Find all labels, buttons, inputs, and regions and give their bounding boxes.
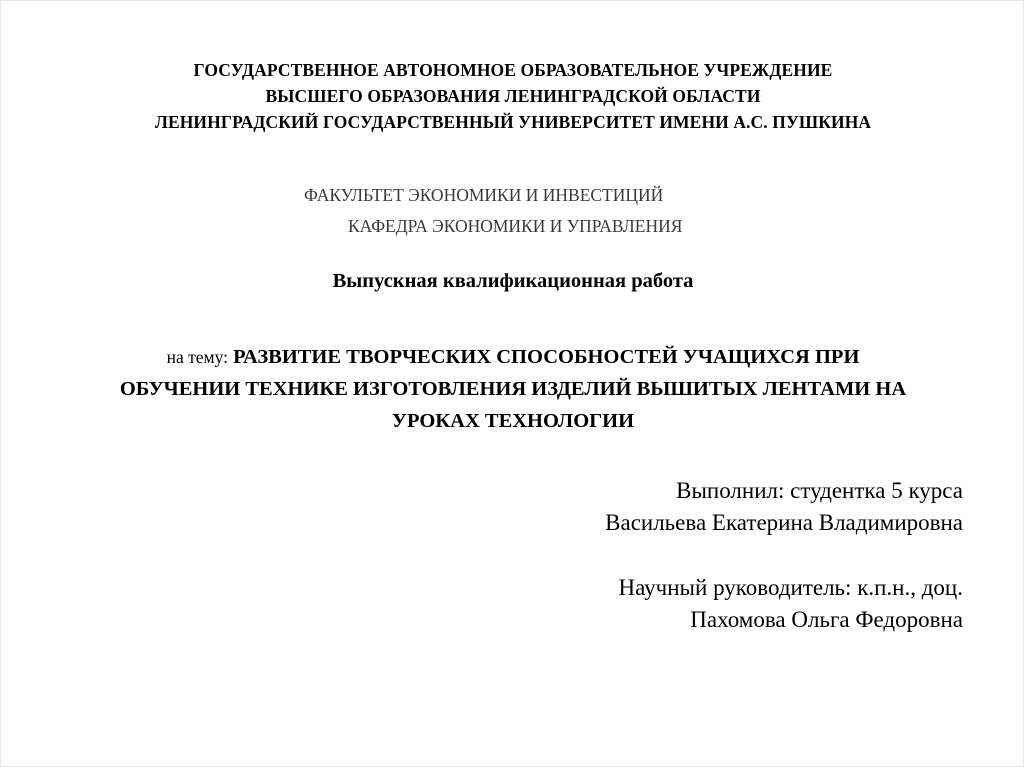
author-name: Васильева Екатерина Владимировна	[605, 510, 963, 535]
institution-line-3: ЛЕНИНГРАДСКИЙ ГОСУДАРСТВЕННЫЙ УНИВЕРСИТЕТ ИМЕНИ А.С. ПУШКИНА	[154, 112, 872, 132]
topic-title-part-1: РАЗВИТИЕ ТВОРЧЕСКИХ СПОСОБНОСТЕЙ УЧАЩИХСЯ ПРИ	[233, 346, 860, 368]
topic-line-2: ОБУЧЕНИИ ТЕХНИКЕ ИЗГОТОВЛЕНИЯ ИЗДЕЛИЙ ВЫШИТЫХ ЛЕНТАМИ НА	[119, 378, 907, 400]
institution-line-2: ВЫСШЕГО ОБРАЗОВАНИЯ ЛЕНИНГРАДСКОЙ ОБЛАСТИ	[265, 86, 761, 106]
author-label: Выполнил: студентка 5 курса	[676, 478, 963, 503]
topic-line-1	[1, 347, 1024, 368]
department-name: КАФЕДРА ЭКОНОМИКИ И УПРАВЛЕНИЯ	[348, 216, 683, 236]
faculty-name: ФАКУЛЬТЕТ ЭКОНОМИКИ И ИНВЕСТИЦИЙ	[304, 185, 664, 205]
institution-line-1: ГОСУДАРСТВЕННОЕ АВТОНОМНОЕ ОБРАЗОВАТЕЛЬНОЕ УЧРЕЖДЕНИЕ	[193, 60, 833, 80]
work-type-heading: Выпускная квалификационная работа	[332, 270, 694, 292]
supervisor-label: Научный руководитель: к.п.н., доц.	[618, 575, 963, 600]
topic-prefix: на тему:	[166, 347, 228, 367]
topic-line-3: УРОКАХ ТЕХНОЛОГИИ	[391, 410, 635, 432]
supervisor-name: Пахомова Ольга Федоровна	[690, 607, 963, 632]
